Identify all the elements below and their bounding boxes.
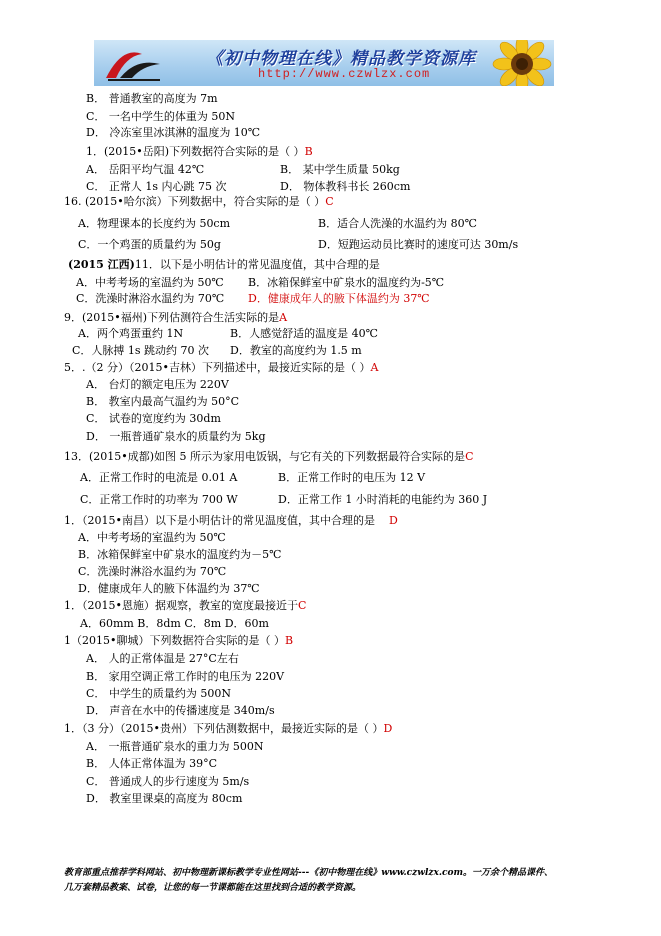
option-line: B． 教室内最高气温约为 50°C [86,395,239,408]
option-line: A． 台灯的额定电压为 220V [86,378,229,391]
option-line: A．正常工作时的电流是 0.01 A [80,471,238,484]
option-line: B． 某中学生质量 50kg [280,163,400,176]
option-line: A．60mm B．8dm C．8m D．60m [80,617,269,630]
answer-mark: D [388,514,398,527]
option-line: A．中考考场的室温约为 50℃ [78,531,226,544]
page-footer [64,866,624,896]
option-line: C．洗澡时淋浴水温约为 70℃ [78,565,227,578]
sunflower-icon [482,40,554,86]
answer-mark: C [297,599,307,612]
option-line: B．冰箱保鲜室中矿泉水的温度约为－5℃ [78,548,282,561]
option-line: D． 教室里课桌的高度为 80cm [86,792,243,805]
footer-line: 教育部重点推荐学科网站、初中物理新课标教学专业性网站---《初中物理在线》www.czwlzx.com。一万余个精品课件、 [64,868,554,878]
header-banner [94,40,554,86]
option-line: A．物理课本的长度约为 50cm [78,217,231,230]
question-text: 9．(2015•福州)下列估测符合生活实际的是 [64,311,280,324]
option-line: C． 试卷的宽度约为 30dm [86,412,221,425]
site-logo-icon [102,44,164,82]
option-line: C． 一名中学生的体重为 50N [86,110,236,123]
question-text: 1（2015•聊城）下列数据符合实际的是（ ） [64,634,285,647]
question-line [64,311,287,325]
question-text: 13．(2015•成都)如图 5 所示为家用电饭锅，与它有关的下列数据最符合实际的是 [64,450,466,463]
question-line [86,145,313,159]
option-line: A． 一瓶普通矿泉水的重力为 500N [86,740,264,753]
question-text: 1．(2015•岳阳)下列数据符合实际的是（ ） [86,145,305,158]
option-line: D． 冷冻室里冰淇淋的温度为 10℃ [86,126,261,139]
question-line [64,514,398,528]
answer-mark: C [325,195,334,208]
banner-title: 《初中物理在线》精品教学资源库 [206,49,476,69]
option-line: C． 普通成人的步行速度为 5m/s [86,775,250,788]
option-line: C． 中学生的质量约为 500N [86,687,232,700]
question-line [68,258,380,272]
option-line: A． 人的正常体温是 27°C左右 [86,652,239,665]
option-line: C．正常工作时的功率为 700 W [80,493,238,506]
option-line: D． 声音在水中的传播速度是 340m/s [86,704,275,717]
answer-mark: D [383,722,393,735]
question-text: 16. (2015•哈尔滨）下列数据中，符合实际的是（ ） [64,195,326,208]
answer-mark: B [284,634,294,647]
question-line [64,599,306,613]
answer-mark: C [465,450,474,463]
option-line: D．健康成年人的腋下体温约为 37℃ [78,582,260,595]
option-line: D． 一瓶普通矿泉水的质量约为 5kg [86,430,266,443]
question-text: 5．.（2 分）（2015•吉林）下列描述中，最接近实际的是（ ） [64,361,371,374]
option-line: C．人脉搏 1s 跳动约 70 次 [72,344,210,357]
option-line: D．短跑运动员比赛时的速度可达 30m/s [318,238,519,251]
question-line [64,361,378,375]
option-line: A．两个鸡蛋重约 1N [78,327,184,340]
question-line [64,195,334,209]
answer-mark: A [370,361,379,374]
question-line [64,450,473,464]
option-line: B．适合人洗澡的水温约为 80℃ [318,217,477,230]
question-source: (2015 江西) [68,258,135,271]
option-line: B．冰箱保鲜室中矿泉水的温度约为-5℃ [248,276,445,289]
answer-mark: A [279,311,288,324]
option-line: A．中考考场的室温约为 50℃ [76,276,224,289]
option-line: C．洗澡时淋浴水温约为 70℃ [76,292,225,305]
option-line: D．教室的高度约为 1.5 m [230,344,362,357]
banner-url[interactable]: http://www.czwlzx.com [258,67,431,81]
question-text: 1．（2015•南昌）以下是小明估计的常见温度值，其中合理的是 [64,514,375,527]
question-text: 1．（2015•恩施）据观察，教室的宽度最接近于 [64,599,298,612]
option-line: C． 正常人 1s 内心跳 75 次 [86,180,227,193]
question-line [64,634,293,648]
option-line: C．一个鸡蛋的质量约为 50g [78,238,221,251]
option-line: B． 普通教室的高度为 7m [86,92,218,105]
answer-mark: B [304,145,313,158]
option-line: B． 家用空调正常工作时的电压为 220V [86,670,285,683]
option-line: A． 岳阳平均气温 42℃ [86,163,205,176]
question-line [64,722,392,736]
footer-line: 几万套精品教案、试卷，让您的每一节课都能在这里找到合适的教学资源。 [64,883,362,893]
question-text: 1．（3 分）（2015•贵州）下列估测数据中，最接近实际的是（ ） [64,722,384,735]
correct-option-line: D．健康成年人的腋下体温约为 37℃ [248,292,430,305]
option-line: B．人感觉舒适的温度是 40℃ [230,327,378,340]
option-line: B． 人体正常体温为 39°C [86,757,217,770]
question-text: 11．以下是小明估计的常见温度值，其中合理的是 [134,258,380,271]
option-line: D． 物体教科书长 260cm [280,180,411,193]
option-line: D．正常工作 1 小时消耗的电能约为 360 J [278,493,488,506]
option-line: B．正常工作时的电压为 12 V [278,471,426,484]
